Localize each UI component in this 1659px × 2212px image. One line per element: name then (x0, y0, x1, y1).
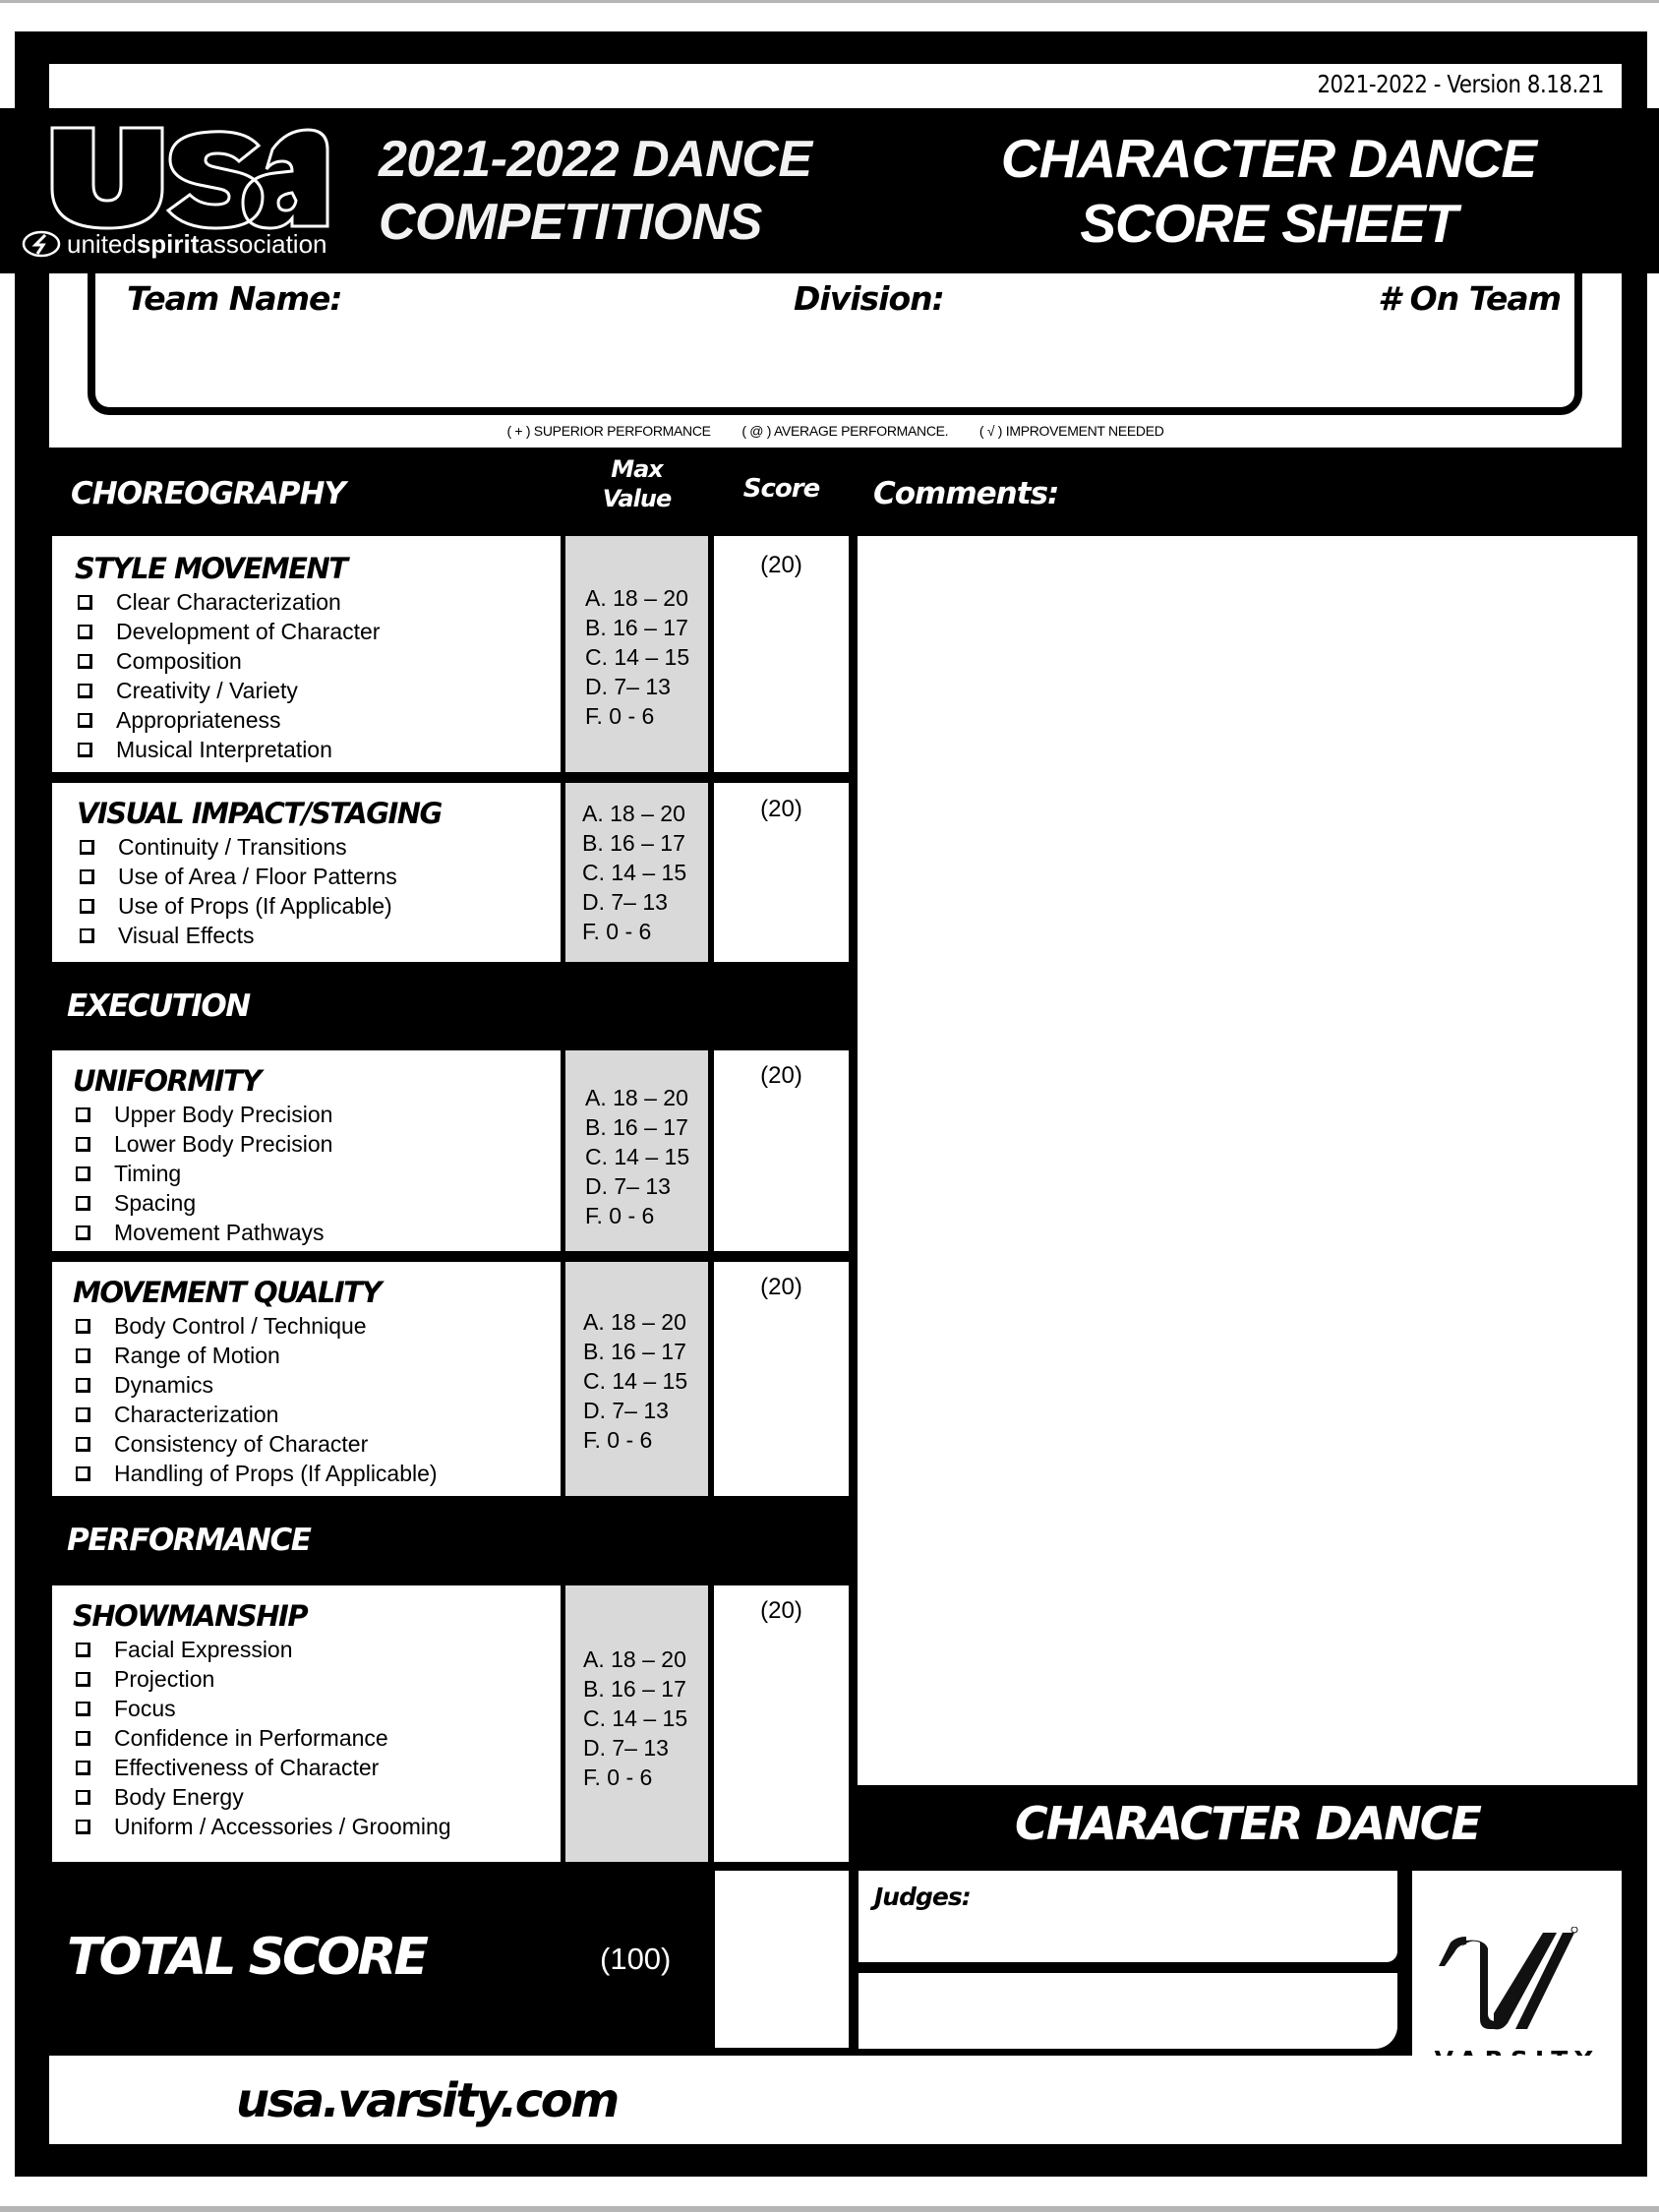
checkbox-icon[interactable] (78, 713, 92, 728)
united-spirit-swoosh-icon (22, 229, 61, 259)
criterion-item[interactable] (73, 1370, 561, 1400)
criterion-item[interactable] (73, 1100, 561, 1129)
criterion-item[interactable] (73, 1129, 561, 1159)
comments-textarea[interactable] (858, 536, 1637, 1785)
section-movement-quality (52, 1262, 561, 1496)
checkbox-icon[interactable] (76, 1226, 90, 1240)
checkbox-icon[interactable] (76, 1407, 90, 1422)
range-item: A. 18 – 20 (585, 1085, 688, 1110)
checkbox-icon[interactable] (76, 1319, 90, 1334)
range-item: F. 0 - 6 (582, 919, 652, 944)
range-item: C. 14 – 15 (585, 644, 690, 670)
criterion-label: Musical Interpretation (116, 737, 332, 762)
range-item: F. 0 - 6 (585, 1203, 655, 1228)
criterion-item[interactable] (75, 587, 561, 617)
page-top-rule (0, 0, 1659, 3)
checkbox-icon[interactable] (76, 1761, 90, 1775)
section-title: STYLE MOVEMENT (75, 552, 347, 585)
checkbox-icon[interactable] (76, 1437, 90, 1452)
section-max-points: (20) (760, 552, 802, 578)
criterion-item[interactable] (75, 676, 561, 705)
total-score-field[interactable] (715, 1871, 849, 2048)
choreography-heading: CHOREOGRAPHY (71, 476, 345, 511)
section-uniformity (52, 1050, 561, 1251)
checkbox-icon[interactable] (76, 1348, 90, 1363)
website-link[interactable]: usa.varsity.com (236, 2073, 618, 2128)
criterion-label: Characterization (114, 1402, 279, 1427)
checkbox-icon[interactable] (78, 743, 92, 757)
event-title-line1: 2021-2022 DANCE (379, 131, 812, 188)
range-item: B. 16 – 17 (585, 615, 688, 640)
criterion-label: Uniform / Accessories / Grooming (114, 1814, 451, 1839)
range-item: B. 16 – 17 (585, 1114, 688, 1140)
range-item: D. 7– 13 (585, 1173, 671, 1199)
criterion-label: Use of Area / Floor Patterns (118, 864, 397, 889)
max-value-heading-line2: Value (602, 485, 672, 512)
section-max-points: (20) (760, 796, 802, 822)
max-value-heading (565, 454, 708, 513)
range-item: C. 14 – 15 (583, 1705, 688, 1731)
max-value-cell (565, 1585, 708, 1862)
max-value-cell (565, 783, 708, 962)
section-showmanship (52, 1585, 561, 1862)
criterion-item[interactable] (73, 1812, 561, 1841)
criteria-list (73, 1635, 561, 1841)
criterion-label: Development of Character (116, 619, 381, 644)
checkbox-icon[interactable] (76, 1790, 90, 1805)
tagline-association: association (199, 228, 327, 259)
criterion-label: Body Control / Technique (114, 1313, 367, 1339)
score-cell[interactable] (714, 536, 849, 772)
criterion-label: Continuity / Transitions (118, 834, 347, 860)
criterion-label: Dynamics (114, 1372, 213, 1398)
max-value-heading-line1: Max (611, 455, 663, 483)
criterion-item[interactable] (73, 1664, 561, 1694)
checkbox-icon[interactable] (76, 1107, 90, 1122)
legend-improvement: ( √ ) IMPROVEMENT NEEDED (978, 423, 1164, 439)
criterion-item[interactable] (77, 891, 561, 921)
checkbox-icon[interactable] (76, 1166, 90, 1181)
range-list (565, 1585, 708, 1792)
tagline-spirit: spirit (136, 228, 200, 259)
criterion-label: Timing (114, 1161, 182, 1186)
criterion-item[interactable] (75, 735, 561, 764)
execution-heading: EXECUTION (67, 988, 250, 1024)
criterion-item[interactable] (77, 832, 561, 862)
criterion-label: Creativity / Variety (116, 678, 298, 703)
range-item: B. 16 – 17 (583, 1676, 686, 1702)
range-item: C. 14 – 15 (585, 1144, 690, 1169)
criterion-label: Appropriateness (116, 707, 281, 733)
criteria-list (75, 587, 561, 764)
checkbox-icon[interactable] (76, 1137, 90, 1152)
section-max-points: (20) (760, 1062, 802, 1089)
section-style-movement (52, 536, 561, 772)
criterion-item[interactable] (75, 705, 561, 735)
checkbox-icon[interactable] (78, 654, 92, 669)
criterion-item[interactable] (73, 1341, 561, 1370)
criterion-item[interactable] (73, 1459, 561, 1488)
range-item: C. 14 – 15 (582, 860, 687, 885)
category-label: CHARACTER DANCE (1015, 1797, 1480, 1850)
event-title-line2: COMPETITIONS (379, 194, 762, 251)
score-heading: Score (742, 474, 820, 504)
section-max-points: (20) (760, 1597, 802, 1624)
sheet-title-line1: CHARACTER DANCE (1000, 128, 1537, 189)
criteria-list (73, 1100, 561, 1247)
criterion-item[interactable] (73, 1218, 561, 1247)
checkbox-icon[interactable] (80, 869, 94, 884)
team-info-box[interactable] (88, 264, 1582, 415)
usa-logo-tagline (22, 224, 356, 264)
range-item: C. 14 – 15 (583, 1368, 688, 1394)
sheet-title-line2: SCORE SHEET (1080, 193, 1457, 254)
judges-field-1[interactable] (859, 1871, 1404, 1969)
range-list (565, 783, 708, 946)
criterion-item[interactable] (73, 1635, 561, 1664)
criterion-label: Confidence in Performance (114, 1725, 388, 1751)
criterion-label: Use of Props (If Applicable) (118, 893, 392, 919)
checkbox-icon[interactable] (76, 1196, 90, 1211)
page-bottom-rule (0, 2206, 1659, 2212)
criterion-item[interactable] (73, 1159, 561, 1188)
scoring-legend (49, 423, 1622, 439)
criterion-item[interactable] (77, 921, 561, 950)
section-visual-impact (52, 783, 561, 962)
checkbox-icon[interactable] (80, 840, 94, 855)
criterion-item[interactable] (75, 646, 561, 676)
criterion-label: Consistency of Character (114, 1431, 369, 1457)
event-title (379, 128, 812, 254)
range-list (565, 1050, 708, 1230)
legend-average: ( @ ) AVERAGE PERFORMANCE. (741, 423, 949, 439)
range-item: D. 7– 13 (582, 889, 668, 915)
criterion-item[interactable] (73, 1400, 561, 1429)
section-max-points: (20) (760, 1274, 802, 1300)
range-item: F. 0 - 6 (583, 1764, 653, 1790)
checkbox-icon[interactable] (80, 928, 94, 943)
criterion-item[interactable] (73, 1188, 561, 1218)
criterion-label: Body Energy (114, 1784, 244, 1810)
footer-url-band (49, 2056, 1412, 2144)
criterion-item[interactable] (73, 1311, 561, 1341)
range-item: B. 16 – 17 (583, 1339, 686, 1364)
criterion-label: Focus (114, 1696, 176, 1721)
total-score-label: TOTAL SCORE (67, 1928, 426, 1987)
team-info-area (49, 273, 1622, 448)
criterion-label: Lower Body Precision (114, 1131, 333, 1157)
range-item: A. 18 – 20 (583, 1646, 686, 1672)
max-value-cell (565, 536, 708, 772)
range-item: D. 7– 13 (583, 1398, 669, 1423)
checkbox-icon[interactable] (80, 899, 94, 914)
judges-field-2[interactable] (859, 1973, 1404, 2056)
max-value-cell (565, 1050, 708, 1251)
checkbox-icon[interactable] (76, 1702, 90, 1716)
range-item: A. 18 – 20 (583, 1309, 686, 1335)
range-list (565, 536, 708, 731)
checkbox-icon[interactable] (76, 1378, 90, 1393)
range-item: F. 0 - 6 (583, 1427, 653, 1453)
criterion-label: Clear Characterization (116, 589, 341, 615)
range-item: D. 7– 13 (585, 674, 671, 699)
comments-heading: Comments: (873, 476, 1059, 511)
criterion-label: Upper Body Precision (114, 1102, 333, 1127)
max-value-cell (565, 1262, 708, 1496)
criterion-item[interactable] (73, 1694, 561, 1723)
section-title: MOVEMENT QUALITY (73, 1276, 381, 1309)
criterion-item[interactable] (73, 1753, 561, 1782)
criterion-label: Composition (116, 648, 242, 674)
criterion-label: Spacing (114, 1190, 197, 1216)
criterion-item[interactable] (73, 1429, 561, 1459)
footer-url-band-right (1412, 2056, 1622, 2144)
checkbox-icon[interactable] (78, 684, 92, 698)
range-item: A. 18 – 20 (585, 585, 688, 611)
sheet-title (974, 126, 1564, 256)
criterion-label: Movement Pathways (114, 1220, 325, 1245)
criterion-label: Projection (114, 1666, 215, 1692)
checkbox-icon[interactable] (76, 1820, 90, 1834)
team-name-label: Team Name: (127, 279, 342, 318)
usa-logo-icon (44, 124, 329, 232)
criteria-list (73, 1311, 561, 1488)
range-list (565, 1262, 708, 1455)
tagline-united: united (67, 228, 137, 259)
division-label: Division: (794, 279, 944, 318)
criterion-label: Range of Motion (114, 1343, 280, 1368)
range-item: A. 18 – 20 (582, 801, 685, 826)
criteria-list (77, 832, 561, 950)
version-label: 2021-2022 - Version 8.18.21 (1317, 70, 1604, 98)
criterion-item[interactable] (77, 862, 561, 891)
legend-superior: ( + ) SUPERIOR PERFORMANCE (506, 423, 711, 439)
criterion-label: Visual Effects (118, 923, 255, 948)
judges-label: Judges: (874, 1883, 971, 1911)
criterion-label: Facial Expression (114, 1637, 293, 1662)
varsity-v-mark-icon (1437, 1927, 1579, 2035)
score-cell[interactable] (714, 1050, 849, 1251)
criterion-label: Effectiveness of Character (114, 1755, 380, 1780)
header-band (0, 108, 1659, 273)
total-max-points: (100) (600, 1942, 672, 1976)
checkbox-icon[interactable] (76, 1466, 90, 1481)
performance-heading: PERFORMANCE (67, 1523, 311, 1558)
checkbox-icon[interactable] (76, 1731, 90, 1746)
score-cell[interactable] (714, 1262, 849, 1496)
on-team-label: # On Team (1378, 279, 1561, 318)
section-title: VISUAL IMPACT/STAGING (77, 797, 442, 830)
checkbox-icon[interactable] (76, 1672, 90, 1687)
criterion-item[interactable] (73, 1723, 561, 1753)
section-title: SHOWMANSHIP (73, 1599, 308, 1633)
criterion-item[interactable] (73, 1782, 561, 1812)
checkbox-icon[interactable] (78, 595, 92, 610)
checkbox-icon[interactable] (78, 625, 92, 639)
range-item: F. 0 - 6 (585, 703, 655, 729)
checkbox-icon[interactable] (76, 1643, 90, 1657)
range-item: B. 16 – 17 (582, 830, 685, 856)
section-title: UNIFORMITY (73, 1064, 261, 1098)
score-cell[interactable] (714, 783, 849, 962)
range-item: D. 7– 13 (583, 1735, 669, 1761)
score-cell[interactable] (714, 1585, 849, 1862)
criterion-label: Handling of Props (If Applicable) (114, 1461, 438, 1486)
criterion-item[interactable] (75, 617, 561, 646)
version-box (49, 64, 1622, 108)
